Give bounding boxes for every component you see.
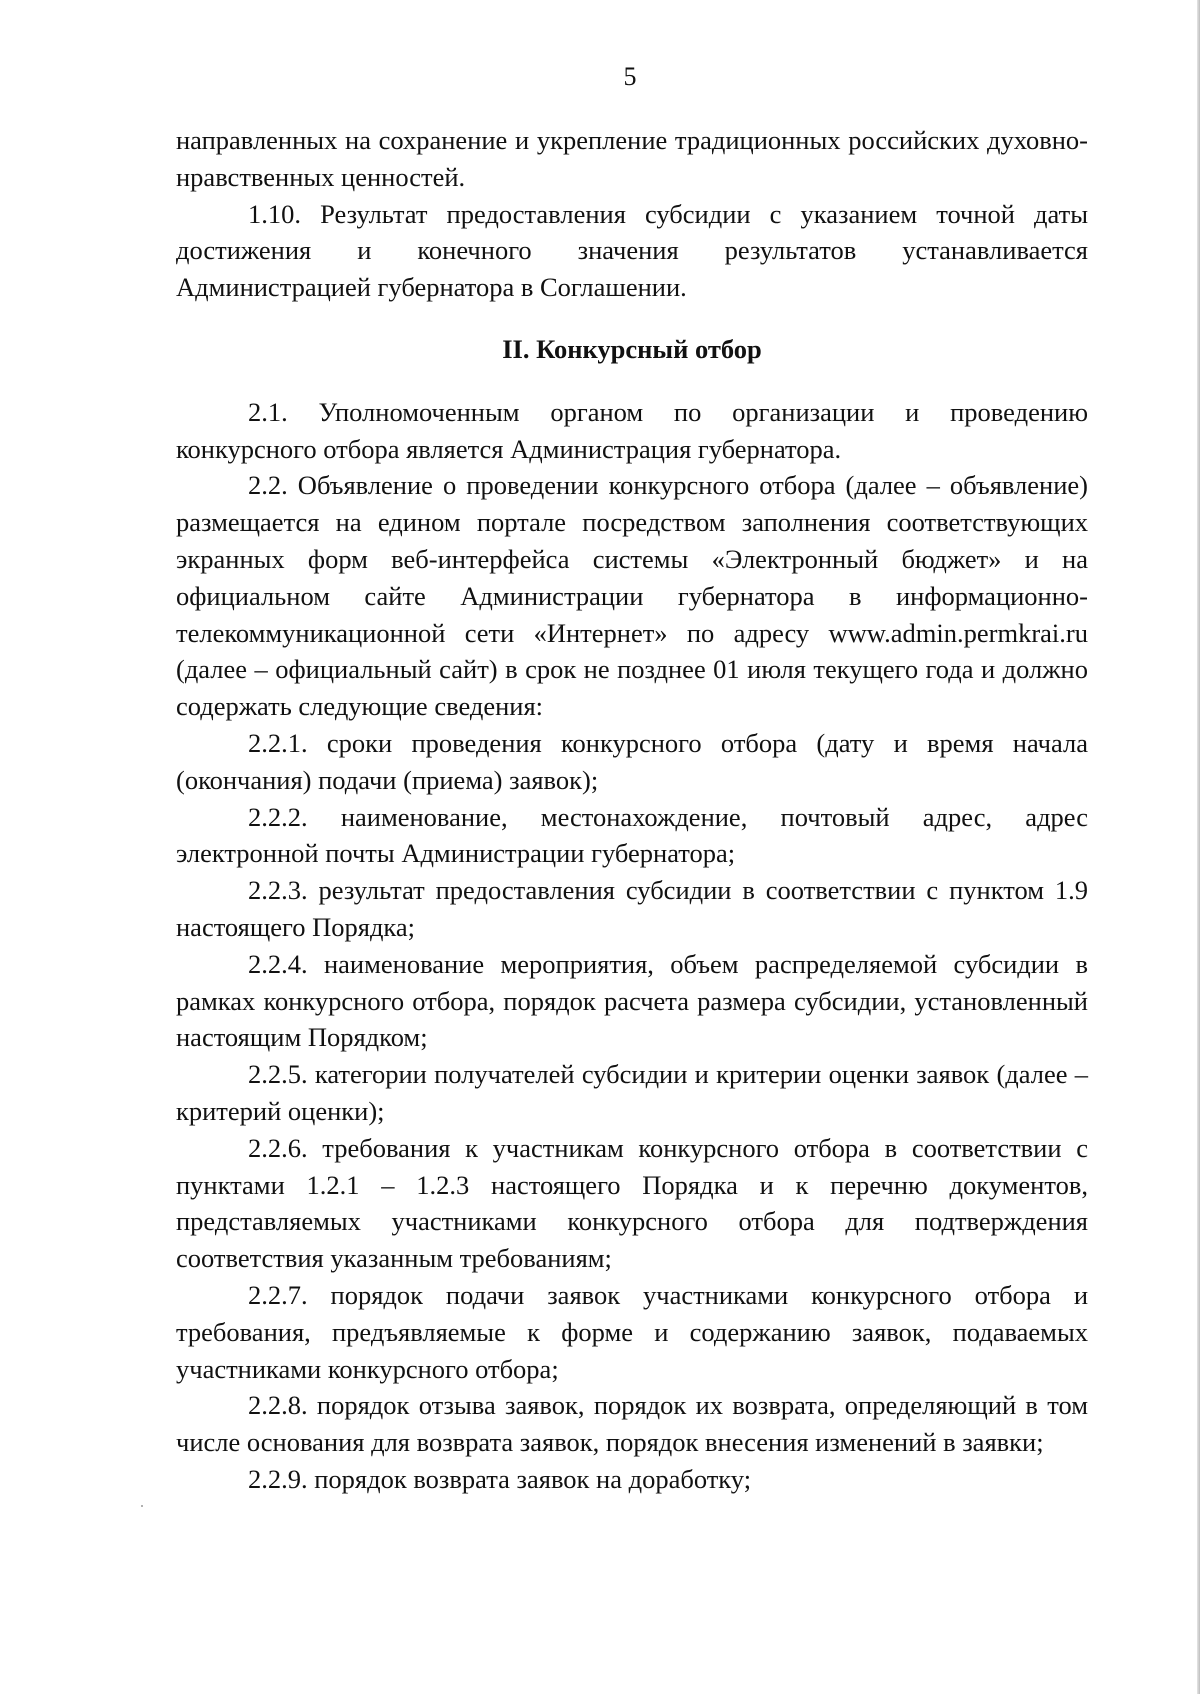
page-number: 5 [623,62,637,91]
paragraph-2-2: 2.2. Объявление о проведении конкурсного отбора (далее – объявление) размещается на едином портале посредством заполнения соответствующих экранных форм веб-интерфейса системы «Электронный бюджет» и на официальном сайте Администрации губернатора в информационно-телекоммуникационной сети «Интернет» по адресу www.admin.permkrai.ru (далее – официальный сайт) в срок не позднее 01 июля текущего года и должно содержать следующие сведения: [176,470,1088,722]
paragraph-2-1: 2.1. Уполномоченным органом по организации и проведению конкурсного отбора является Администрация губернатора. [176,396,1088,464]
document-body [176,122,1088,1498]
paragraph-2-2-6: 2.2.6. требования к участникам конкурсного отбора в соответствии с пунктами 1.2.1 – 1.2.3 настоящего Порядка и к перечню документов, представляемых участниками конкурсного отбора для подтверждения соответствия указанным требованиям; [176,1132,1088,1274]
paragraph-2-2-8: 2.2.8. порядок отзыва заявок, порядок их возврата, определяющий в том числе основания для возврата заявок, порядок внесения изменений в заявки; [176,1390,1088,1458]
paragraph-2-2-9: 2.2.9. порядок возврата заявок на доработку; [248,1463,752,1494]
paragraph-continuation: направленных на сохранение и укрепление традиционных российских духовно-нравственных ценностей. [176,125,1088,192]
section-heading: II. Конкурсный отбор [502,333,762,364]
paragraph-2-2-4: 2.2.4. наименование мероприятия, объем распределяемой субсидии в рамках конкурсного отбора, порядок расчета размера субсидии, установленный настоящим Порядком; [176,948,1088,1053]
paragraph-2-2-1: 2.2.1. сроки проведения конкурсного отбора (дату и время начала (окончания) подачи (приема) заявок); [176,727,1088,795]
paragraph-2-2-3: 2.2.3. результат предоставления субсидии в соответствии с пунктом 1.9 настоящего Порядка; [176,875,1088,942]
paragraph-2-2-5: 2.2.5. категории получателей субсидии и критерии оценки заявок (далее – критерий оценки); [176,1059,1088,1126]
paragraph-2-2-7: 2.2.7. порядок подачи заявок участниками конкурсного отбора и требования, предъявляемые к форме и содержанию заявок, подаваемых участниками конкурсного отбора; [176,1279,1088,1384]
paragraph-1-10: 1.10. Результат предоставления субсидии с указанием точной даты достижения и конечного значения результатов устанавливается Администрацией губернатора в Соглашении. [176,198,1088,303]
scan-speck [141,1505,143,1507]
paragraph-2-2-2: 2.2.2. наименование, местонахождение, почтовый адрес, адрес электронной почты Администрации губернатора; [176,801,1088,869]
